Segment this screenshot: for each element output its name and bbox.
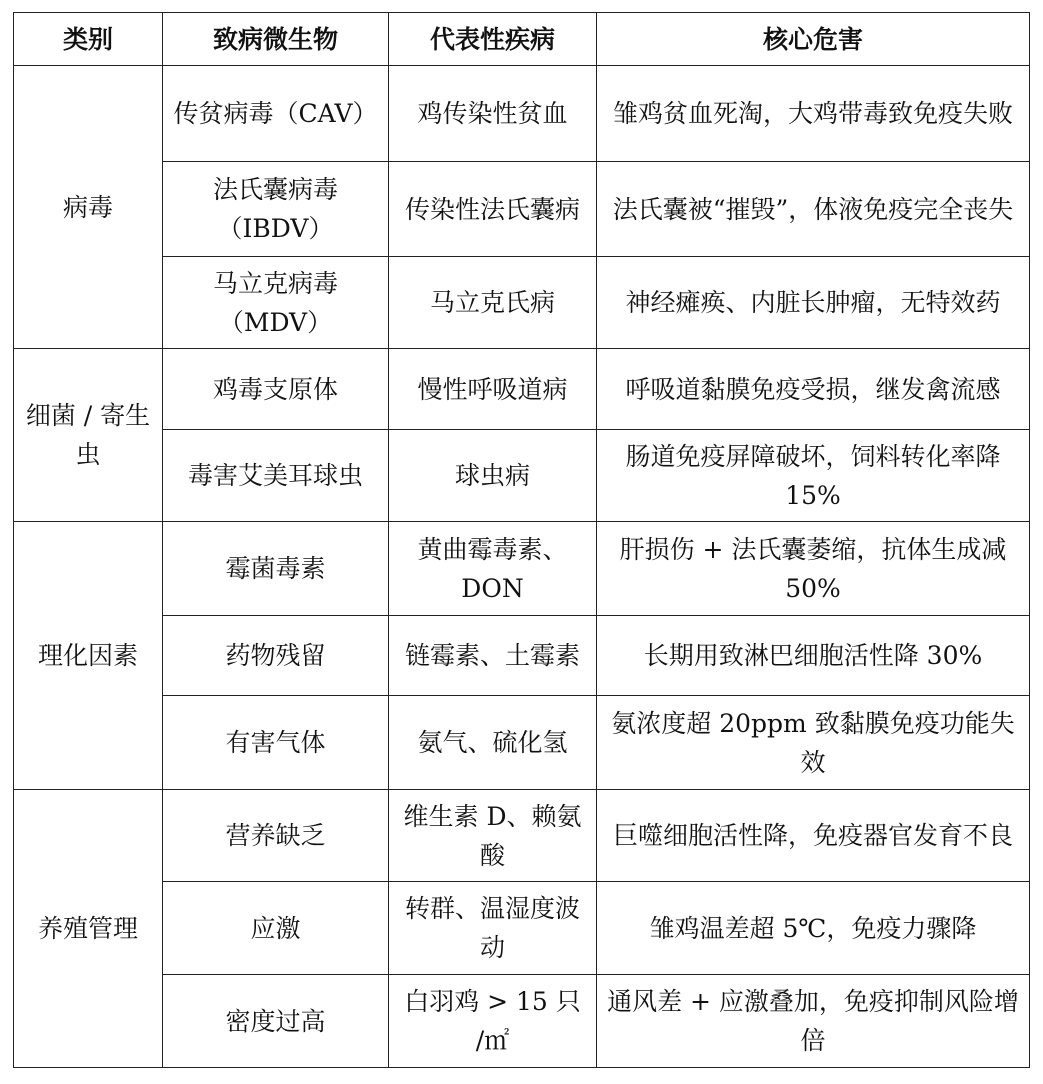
pathogen-cell: 密度过高 — [163, 975, 389, 1068]
header-pathogen: 致病微生物 — [163, 13, 389, 66]
table-row — [14, 882, 1030, 975]
disease-cell: 马立克氏病 — [389, 257, 597, 349]
harm-cell: 巨噬细胞活性降，免疫器官发育不良 — [597, 790, 1030, 882]
pathogen-cell: 马立克病毒（MDV） — [163, 257, 389, 349]
disease-cell: 转群、温湿度波动 — [389, 882, 597, 975]
disease-cell: 慢性呼吸道病 — [389, 349, 597, 430]
header-disease: 代表性疾病 — [389, 13, 597, 66]
category-cell: 细菌 / 寄生虫 — [14, 349, 163, 522]
harm-cell: 呼吸道黏膜免疫受损，继发禽流感 — [597, 349, 1030, 430]
category-cell: 理化因素 — [14, 522, 163, 790]
pathogen-cell: 营养缺乏 — [163, 790, 389, 882]
disease-cell: 球虫病 — [389, 430, 597, 522]
pathogen-cell: 药物残留 — [163, 616, 389, 696]
table-row — [14, 790, 1030, 882]
disease-cell: 传染性法氏囊病 — [389, 162, 597, 257]
harm-cell: 神经瘫痪、内脏长肿瘤，无特效药 — [597, 257, 1030, 349]
pathogen-cell: 有害气体 — [163, 696, 389, 790]
harm-cell: 通风差 + 应激叠加，免疫抑制风险增倍 — [597, 975, 1030, 1068]
table-row — [14, 522, 1030, 616]
harm-cell: 雏鸡温差超 5℃，免疫力骤降 — [597, 882, 1030, 975]
category-cell: 养殖管理 — [14, 790, 163, 1068]
disease-cell: 链霉素、土霉素 — [389, 616, 597, 696]
pathogen-cell: 毒害艾美耳球虫 — [163, 430, 389, 522]
header-row — [14, 13, 1030, 66]
harm-cell: 长期用致淋巴细胞活性降 30% — [597, 616, 1030, 696]
disease-cell: 白羽鸡 > 15 只 /㎡ — [389, 975, 597, 1068]
table-row — [14, 162, 1030, 257]
immunosuppression-factors-table — [13, 12, 1030, 1068]
header-harm: 核心危害 — [597, 13, 1030, 66]
table-row — [14, 616, 1030, 696]
category-cell: 病毒 — [14, 66, 163, 349]
pathogen-cell: 传贫病毒（CAV） — [163, 66, 389, 162]
harm-cell: 法氏囊被“摧毁”，体液免疫完全丧失 — [597, 162, 1030, 257]
table-row — [14, 349, 1030, 430]
table-row — [14, 66, 1030, 162]
pathogen-cell: 应激 — [163, 882, 389, 975]
table-row — [14, 257, 1030, 349]
table-row — [14, 975, 1030, 1068]
harm-cell: 氨浓度超 20ppm 致黏膜免疫功能失效 — [597, 696, 1030, 790]
disease-cell: 氨气、硫化氢 — [389, 696, 597, 790]
harm-cell: 肠道免疫屏障破坏，饲料转化率降 15% — [597, 430, 1030, 522]
pathogen-cell: 鸡毒支原体 — [163, 349, 389, 430]
disease-cell: 鸡传染性贫血 — [389, 66, 597, 162]
disease-cell: 黄曲霉毒素、DON — [389, 522, 597, 616]
header-category: 类别 — [14, 13, 163, 66]
harm-cell: 肝损伤 + 法氏囊萎缩，抗体生成减 50% — [597, 522, 1030, 616]
table-row — [14, 696, 1030, 790]
pathogen-cell: 法氏囊病毒（IBDV） — [163, 162, 389, 257]
harm-cell: 雏鸡贫血死淘，大鸡带毒致免疫失败 — [597, 66, 1030, 162]
disease-cell: 维生素 D、赖氨酸 — [389, 790, 597, 882]
pathogen-cell: 霉菌毒素 — [163, 522, 389, 616]
table-row — [14, 430, 1030, 522]
